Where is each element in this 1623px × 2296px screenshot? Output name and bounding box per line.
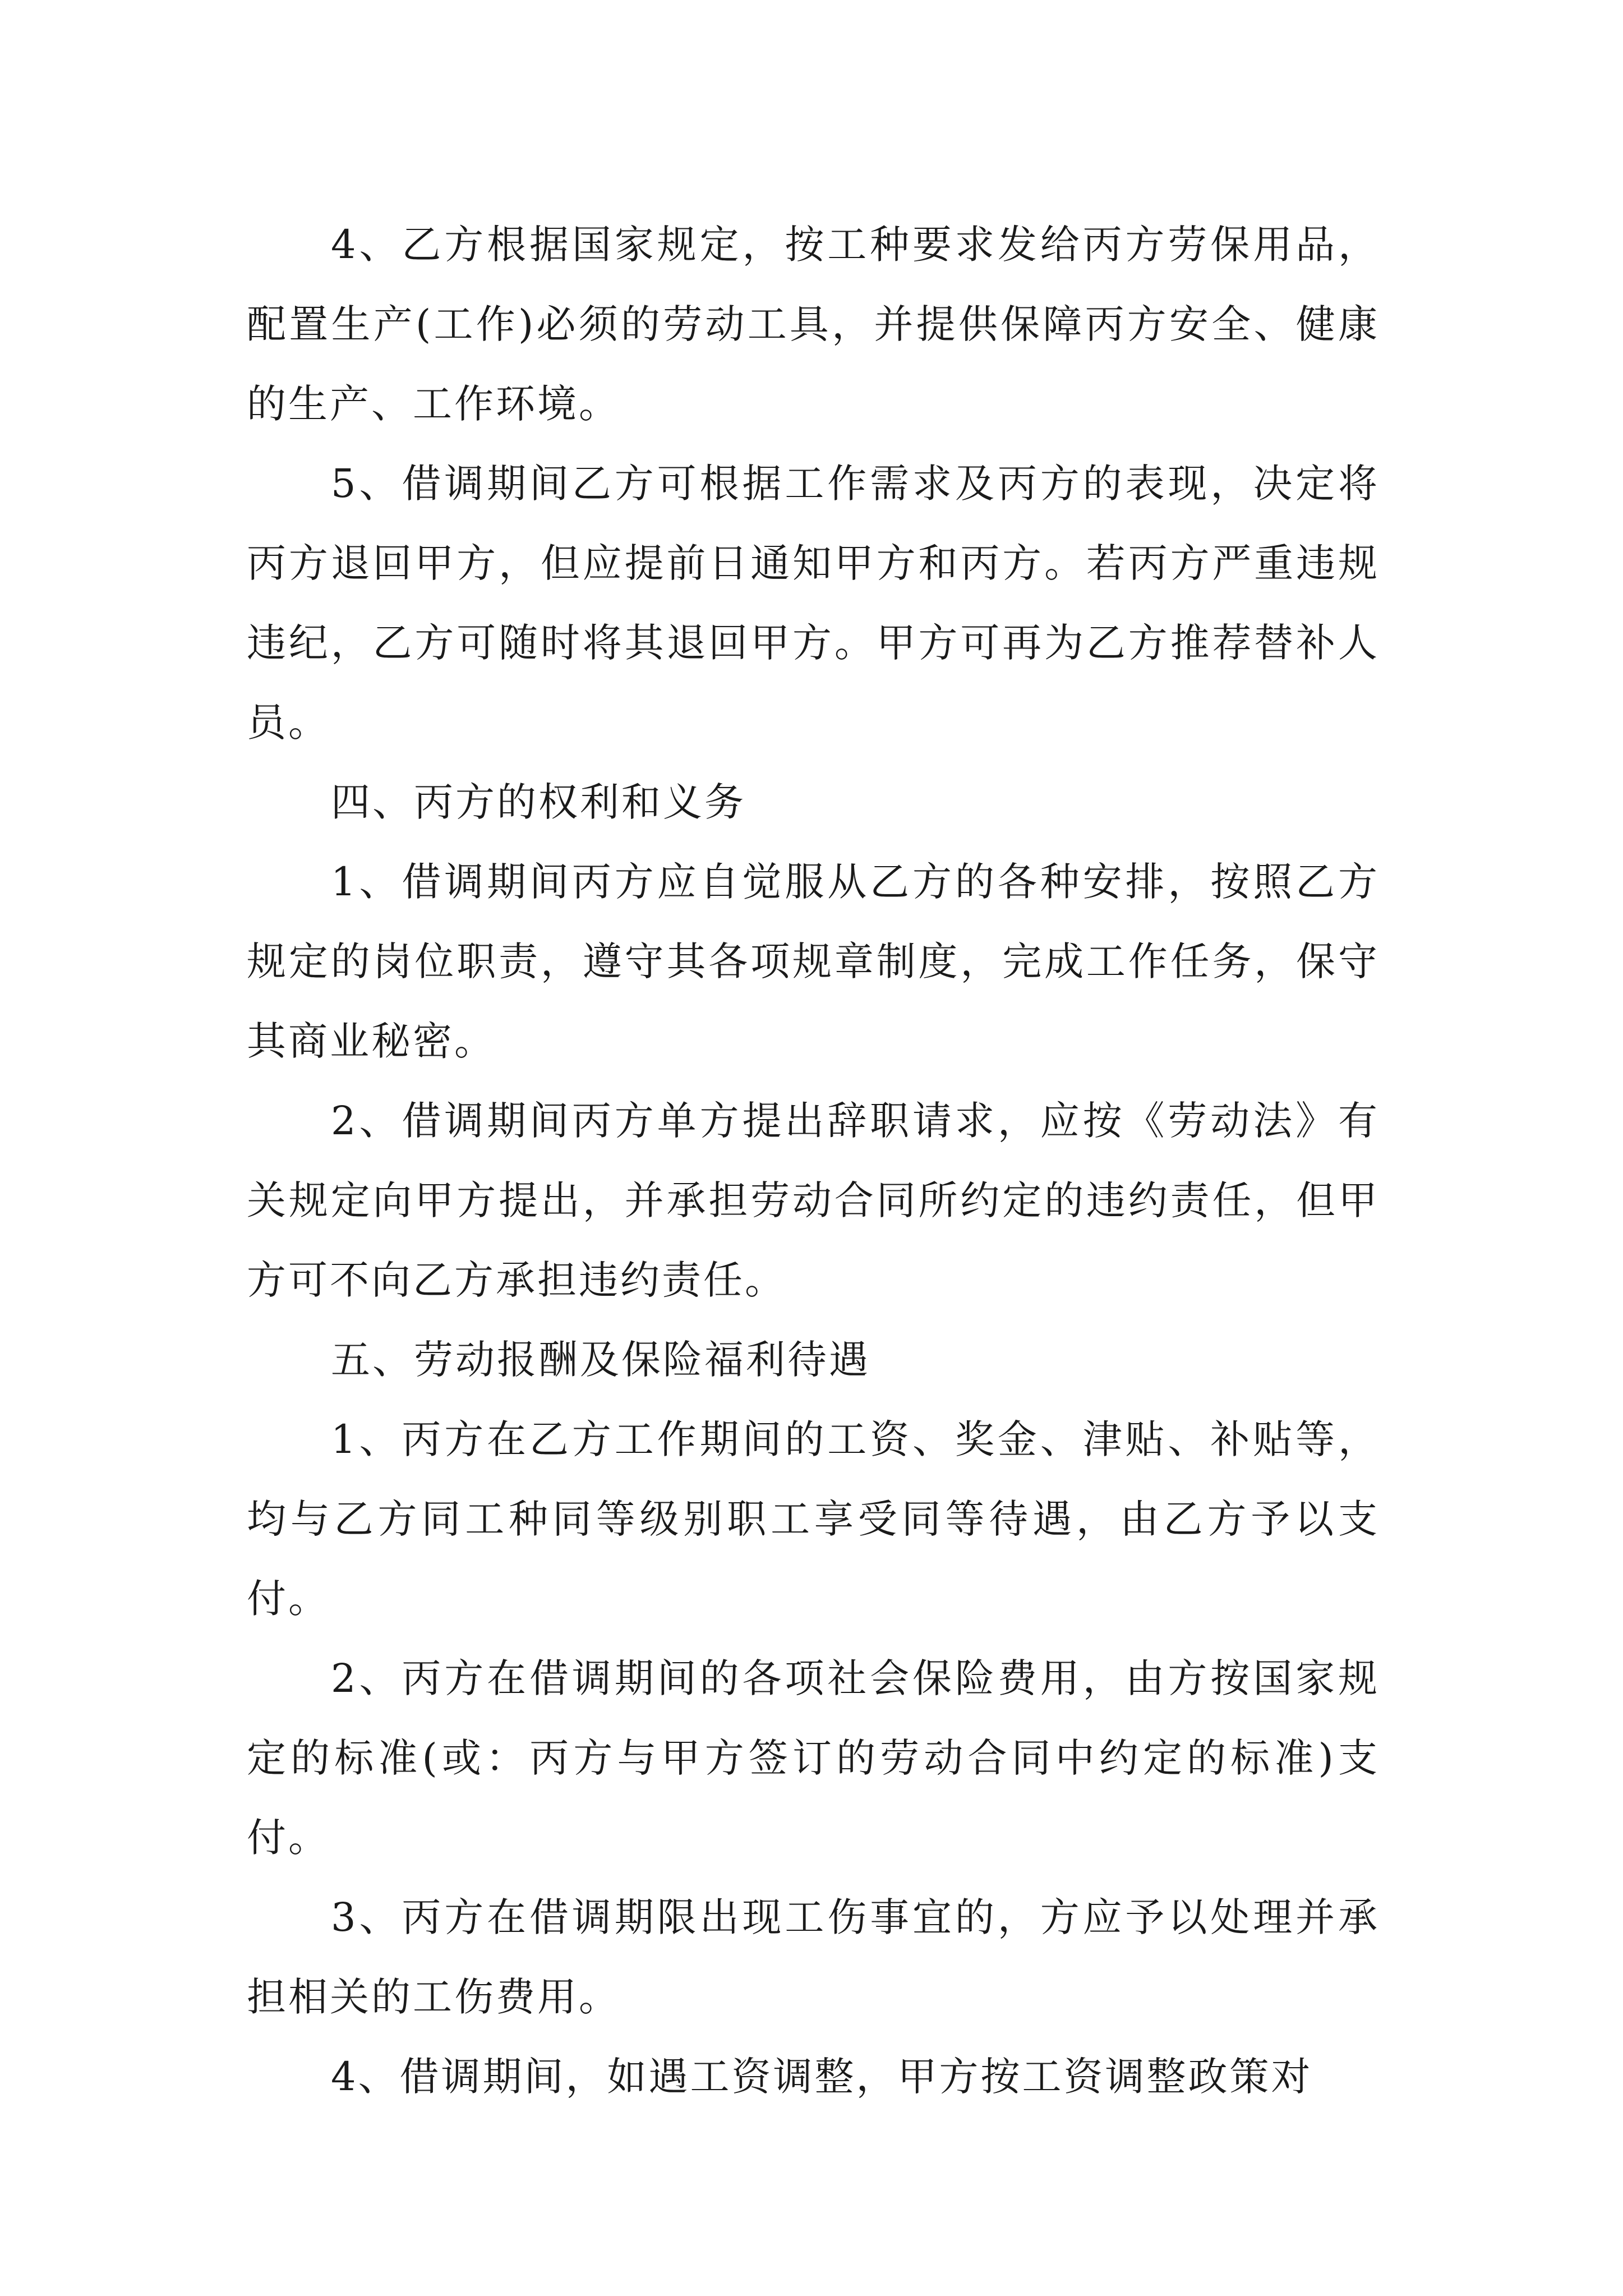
- section-heading-5: 五、劳动报酬及保险福利待遇: [331, 1337, 870, 1383]
- clause-5-1: 1、丙方在乙方工作期间的工资、奖金、津贴、补贴等，均与乙方同工种同等级别职工享受同等待遇，由乙方予以支付。: [247, 1416, 1380, 1622]
- document-body: [247, 205, 1380, 2116]
- clause-4-2: 2、借调期间丙方单方提出辞职请求，应按《劳动法》有关规定向甲方提出，并承担劳动合同所约定的违约责任，但甲方可不向乙方承担违约责任。: [247, 1098, 1380, 1303]
- clause-3-4: 4、乙方根据国家规定，按工种要求发给丙方劳保用品，配置生产(工作)必须的劳动工具，并提供保障丙方安全、健康的生产、工作环境。: [247, 222, 1380, 427]
- section-heading-4: 四、丙方的权利和义务: [331, 779, 746, 825]
- clause-5-2: 2、丙方在借调期间的各项社会保险费用，由方按国家规定的标准(或：丙方与甲方签订的劳动合同中约定的标准)支付。: [247, 1655, 1380, 1861]
- clause-5-4: 4、借调期间，如遇工资调整，甲方按工资调整政策对: [331, 2054, 1313, 2100]
- clause-5-3: 3、丙方在借调期限出现工伤事宜的，方应予以处理并承担相关的工伤费用。: [247, 1894, 1380, 2020]
- clause-3-5: 5、借调期间乙方可根据工作需求及丙方的表现，决定将丙方退回甲方，但应提前日通知甲方和丙方。若丙方严重违规违纪，乙方可随时将其退回甲方。甲方可再为乙方推荐替补人员。: [247, 461, 1380, 746]
- clause-4-1: 1、借调期间丙方应自觉服从乙方的各种安排，按照乙方规定的岗位职责，遵守其各项规章制度，完成工作任务，保守其商业秘密。: [247, 859, 1380, 1064]
